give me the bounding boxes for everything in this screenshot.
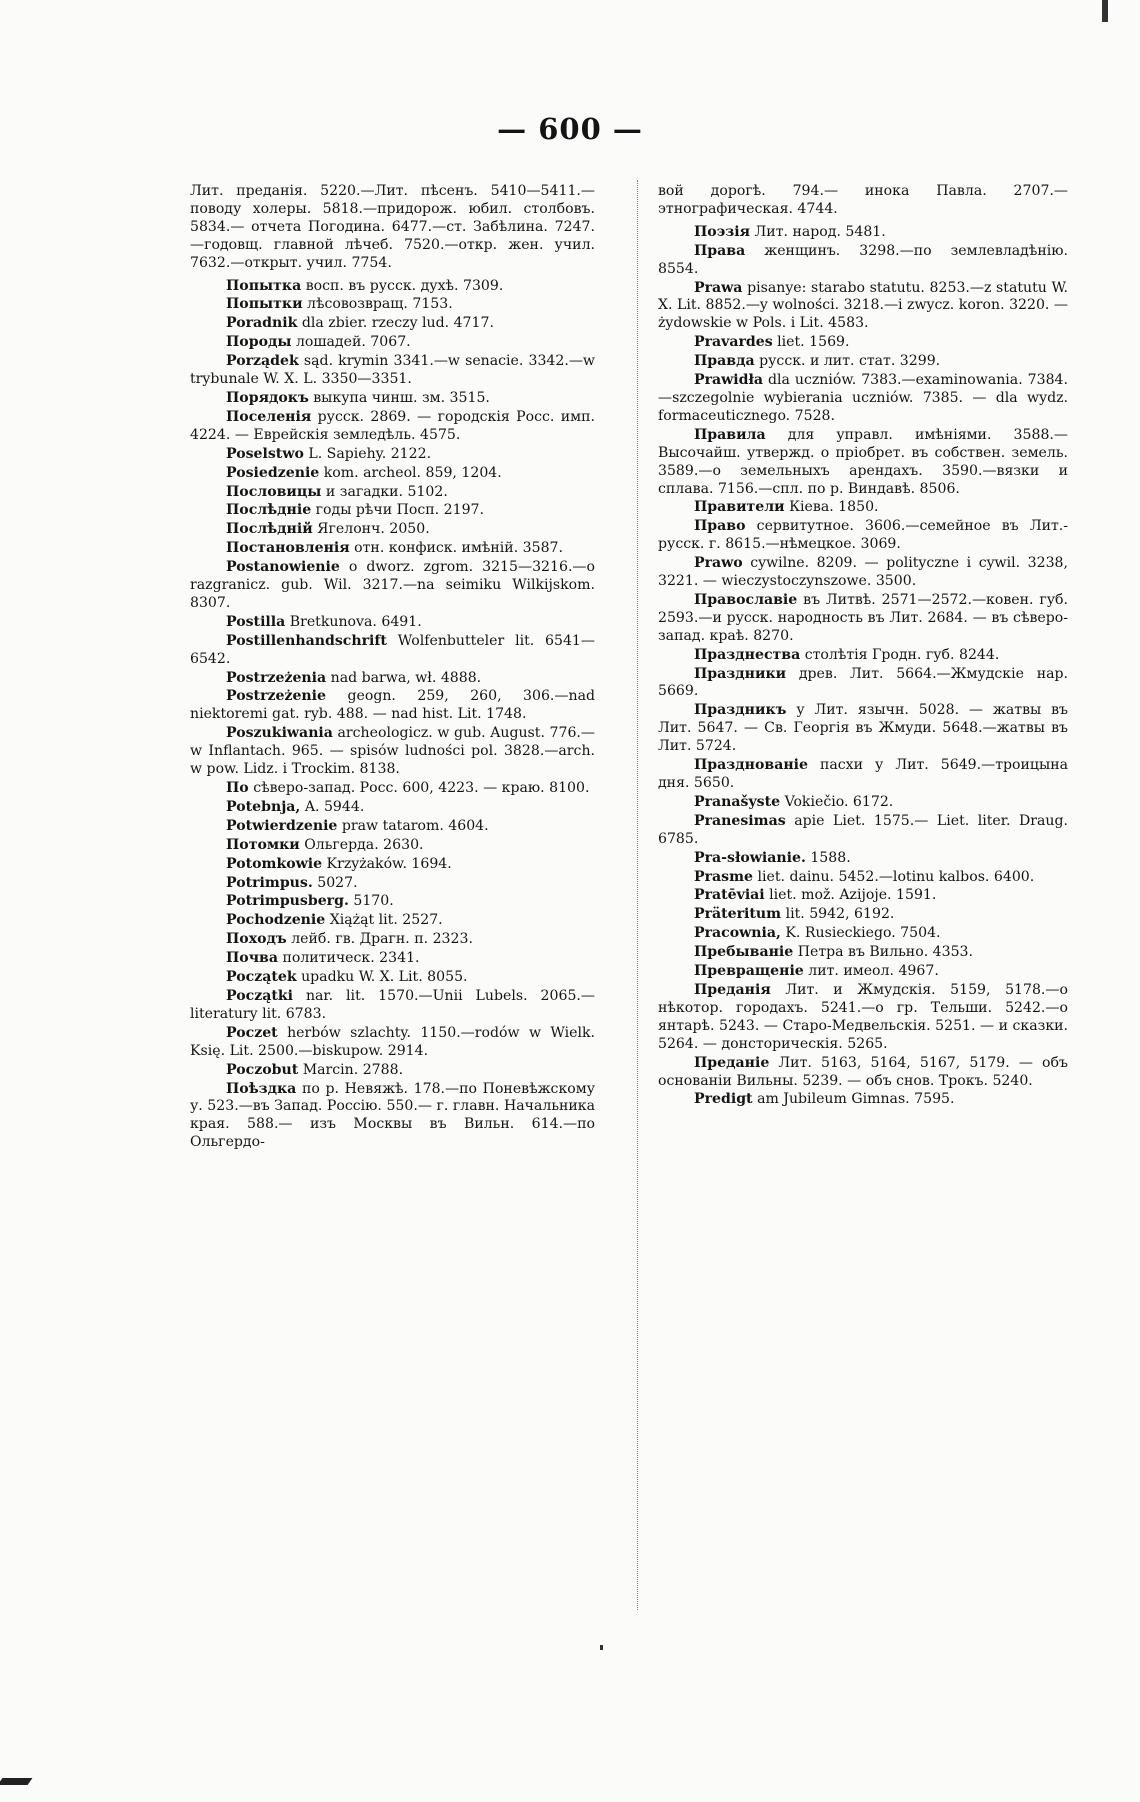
entry-text: восп. въ русск. духѣ. 7309.	[305, 277, 504, 294]
entry-headword: Pranašyste	[694, 793, 781, 810]
entry-headword: Posiedzenie	[226, 464, 320, 481]
entry-headword: Poczet	[226, 1024, 278, 1041]
page-number: — 600 —	[497, 112, 643, 146]
entry-headword: Превращеніе	[694, 963, 804, 980]
index-entry	[190, 502, 595, 520]
index-entry	[190, 353, 595, 389]
entry-headword: Poszukiwania	[226, 725, 333, 742]
entry-text: годы рѣчи Посп. 2197.	[315, 502, 484, 519]
entry-headword: Праздники	[694, 665, 787, 682]
entry-headword: Попытка	[226, 277, 302, 294]
index-entry	[190, 818, 595, 836]
entry-headword: Pochodzenie	[226, 912, 326, 929]
index-entry	[658, 906, 1068, 924]
entry-headword: Пословицы	[226, 483, 322, 500]
entry-text: liet. mož. Azijoje. 1591.	[769, 887, 937, 904]
index-entry	[658, 850, 1068, 868]
entry-text: лейб. гв. Драгн. п. 2323.	[291, 931, 473, 948]
entry-text: Krzyżaków. 1694.	[326, 855, 452, 872]
index-entry	[658, 813, 1068, 849]
entry-text: въ Литвѣ. 2571—2572.—ковен. губ. 2593.—и русск. народность въ Лит. 2684. — въ сѣверо-запад. краѣ. 8270.	[658, 591, 1068, 644]
index-entry	[658, 1055, 1068, 1091]
index-entry	[190, 315, 595, 333]
index-entry	[190, 780, 595, 798]
entry-headword: По	[226, 780, 249, 796]
entry-headword: Празднества	[694, 646, 801, 663]
index-entry	[190, 633, 595, 669]
scan-edge-mark	[1102, 0, 1108, 22]
entry-text: praw tatarom. 4604.	[341, 817, 489, 834]
index-entry	[190, 988, 595, 1024]
entry-text: по р. Невяжѣ. 178.—по Поневѣжскому у. 523.—въ Запад. Россію. 550.— г. главн. Начальника края. 588.— изъ Москвы въ Вильн. 614.—по Ольгердо-	[190, 1080, 595, 1151]
entry-text: Лит. 5163, 5164, 5167, 5179. — объ основаніи Вильны. 5239. — объ снов. Трокъ. 5240.	[658, 1054, 1068, 1089]
entry-text: K. Rusieckiego. 7504.	[785, 925, 941, 942]
entry-headword: Потомки	[226, 836, 300, 853]
index-entry	[658, 963, 1068, 981]
entry-text: kom. archeol. 859, 1204.	[323, 464, 502, 481]
entry-text: вой дорогѣ. 794.— инока Павла. 2707.— этнографическая. 4744.	[658, 183, 1068, 217]
entry-text: Bretkunova. 6491.	[289, 613, 422, 630]
index-entry	[190, 688, 595, 724]
entry-text: Vokiečio. 6172.	[784, 793, 894, 810]
index-entry	[190, 183, 595, 273]
index-entry	[658, 794, 1068, 812]
index-entry	[658, 280, 1068, 334]
entry-headword: Преданія	[694, 981, 771, 998]
entry-headword: Postrzeżenie	[226, 688, 326, 705]
entry-text: Ольгерда. 2630.	[304, 836, 424, 853]
entry-headword: Порядокъ	[226, 389, 309, 406]
entry-text: upadku W. X. Lit. 8055.	[301, 969, 468, 986]
index-entry	[658, 427, 1068, 499]
index-entry	[658, 982, 1068, 1054]
index-entry	[190, 465, 595, 483]
entry-text: Кіева. 1850.	[789, 499, 879, 516]
entry-text: Wolfenbutteler lit. 6541—6542.	[190, 632, 595, 667]
index-entry	[658, 243, 1068, 279]
entry-headword: Православіе	[694, 591, 798, 608]
entry-text: nad barwa, wł. 4888.	[330, 669, 482, 686]
entry-headword: Präteritum	[694, 906, 782, 923]
index-entry	[190, 614, 595, 632]
entry-headword: Пребываніе	[694, 944, 794, 961]
entry-text: am Jubileum Gimnas. 7595.	[757, 1091, 955, 1108]
index-entry	[190, 725, 595, 779]
entry-text: отн. конфиск. имѣній. 3587.	[354, 540, 564, 557]
entry-headword: Преданіе	[694, 1054, 770, 1071]
entry-headword: Права	[694, 242, 746, 259]
entry-text: пасхи у Лит. 5649.—троицына дня. 5650.	[658, 757, 1068, 791]
entry-text: Петра въ Вильно. 4353.	[797, 944, 973, 961]
entry-headword: Potrimpus.	[226, 874, 313, 891]
entry-text: liet. dainu. 5452.—lotinu kalbos. 6400.	[757, 868, 1035, 885]
entry-text: geogn. 259, 260, 306.—nad niektoremi gat. ryb. 488. — nad hist. Lit. 1748.	[190, 688, 596, 723]
entry-headword: Prawa	[694, 279, 743, 296]
entry-headword: Поэзія	[694, 223, 751, 240]
entry-headword: Pratēviai	[694, 887, 765, 904]
entry-headword: Попытки	[226, 296, 303, 313]
entry-text: столѣтія Гродн. губ. 8244.	[804, 646, 1000, 663]
index-entry	[190, 409, 595, 445]
entry-text: cywilne. 8209. — polityczne i cywil. 3238, 3221. — wieczystoczynszowe. 3500.	[658, 555, 1069, 590]
index-entry	[190, 484, 595, 502]
index-entry	[190, 799, 595, 817]
entry-headword: Postilla	[226, 613, 286, 630]
entry-text: pisanye: starabo statutu. 8253.—z statutu W. X. Lit. 8852.—y wolności. 3218.—i zwycz. koron. 3220. — żydowskie w Pols. i Lit. 4583.	[658, 279, 1068, 332]
index-entry	[190, 912, 595, 930]
scan-corner-mark	[0, 1778, 32, 1785]
entry-headword: Pracownia,	[694, 925, 781, 942]
entry-text: A. 5944.	[304, 798, 365, 815]
entry-text: лошадей. 7067.	[295, 334, 411, 351]
index-entry	[658, 224, 1068, 242]
entry-headword: Правители	[694, 499, 785, 516]
index-entry	[190, 278, 595, 296]
entry-headword: Pra-słowianie.	[694, 849, 806, 866]
entry-headword: Postrzeżenia	[226, 669, 327, 686]
entry-headword: Prawidła	[694, 372, 764, 389]
entry-text: Ягелонч. 2050.	[317, 521, 430, 538]
entry-text: 1588.	[810, 849, 851, 866]
entry-headword: Potomkowie	[226, 855, 323, 872]
entry-headword: Poselstwo	[226, 445, 304, 462]
entry-headword: Pranesimas	[694, 812, 786, 829]
index-entry	[658, 887, 1068, 905]
entry-text: 5027.	[317, 874, 358, 891]
entry-headword: Празднованіе	[694, 757, 808, 774]
index-entry	[658, 702, 1068, 756]
index-entry	[190, 1062, 595, 1080]
entry-text: лѣсовозвращ. 7153.	[307, 296, 453, 313]
index-entry	[658, 183, 1068, 219]
entry-text: sąd. krymin 3341.—w senacie. 3342.—w trybunale W. X. L. 3350—3351.	[190, 353, 595, 388]
entry-text: политическ. 2341.	[282, 950, 420, 967]
entry-headword: Początek	[226, 969, 297, 986]
index-entry	[658, 944, 1068, 962]
entry-headword: Potwierdzenie	[226, 817, 338, 834]
entry-text: archeologicz. w gub. August. 776.—w Inflantach. 965. — spisów ludności pol. 3828.—arch. w pow. Lidz. i Trockim. 8138.	[190, 725, 595, 778]
entry-headword: Potebnja,	[226, 798, 301, 815]
index-entry	[658, 334, 1068, 352]
entry-text: dla zbier. rzeczy lud. 4717.	[301, 315, 494, 332]
index-entry	[190, 334, 595, 352]
entry-text: женщинъ. 3298.—по землевладѣнію. 8554.	[658, 242, 1069, 277]
entry-headword: Постановленія	[226, 540, 350, 557]
entry-text: сервитутное. 3606.—семейное въ Лит.-русск. г. 8615.—нѣмецкое. 3069.	[658, 518, 1069, 553]
entry-headword: Potrimpusberg.	[226, 893, 349, 910]
scan-dot	[600, 1645, 603, 1650]
index-entry	[190, 1081, 595, 1153]
index-entry	[658, 1091, 1068, 1109]
entry-text: herbów szlachty. 1150.—rodów w Wielk. Księ. Lit. 2500.—biskupow. 2914.	[190, 1024, 595, 1059]
index-entry	[190, 950, 595, 968]
entry-headword: Правила	[694, 426, 766, 443]
entry-text: русск. и лит. стат. 3299.	[759, 353, 941, 370]
entry-text: Xiążąt lit. 2527.	[329, 912, 443, 929]
entry-text: выкупа чинш. зм. 3515.	[313, 389, 490, 406]
entry-text: lit. 5942, 6192.	[785, 906, 895, 923]
entry-headword: Postillenhandschrift	[226, 632, 387, 649]
entry-text: Лит. народ. 5481.	[754, 223, 886, 240]
entry-headword: Послѣдній	[226, 521, 313, 538]
index-entry	[658, 372, 1068, 426]
index-entry	[190, 540, 595, 558]
entry-headword: Походъ	[226, 931, 287, 948]
index-entry	[658, 757, 1068, 793]
index-entry	[658, 647, 1068, 665]
entry-headword: Postanowienie	[226, 559, 340, 576]
index-entry	[190, 969, 595, 987]
entry-text: для управл. имѣніями. 3588.—Высочайш. утвержд. о пріобрет. въ собствен. земель. 3589.—о земельныхъ арендахъ. 3590.—вязки и сплава. 7156.—спл. по р. Виндавѣ. 8506.	[658, 426, 1068, 497]
entry-headword: Послѣдніе	[226, 502, 312, 519]
entry-headword: Право	[694, 518, 746, 535]
entry-text: сѣверо-запад. Росс. 600, 4223. — краю. 8100.	[253, 780, 590, 796]
entry-text: и загадки. 5102.	[325, 483, 448, 500]
index-entry	[190, 296, 595, 314]
left-column	[190, 183, 595, 1153]
index-entry	[658, 499, 1068, 517]
index-entry	[190, 875, 595, 893]
index-entry	[658, 555, 1068, 591]
entry-text: древ. Лит. 5664.—Жмудскіе нар. 5669.	[658, 665, 1069, 700]
index-entry	[190, 559, 595, 613]
entry-text: nar. lit. 1570.—Unii Lubels. 2065.—literatury lit. 6783.	[190, 987, 595, 1022]
index-entry	[190, 446, 595, 464]
entry-headword: Prawo	[694, 555, 743, 572]
index-entry	[190, 837, 595, 855]
entry-text: Лит. преданія. 5220.—Лит. пѣсенъ. 5410—5411.—поводу холеры. 5818.—придорож. юбил. столбовъ. 5834.— отчета Погодина. 6477.—ст. Забѣлина. 7247.—годовщ. главной лѣчеб. 7520.—откр. жен. учил. 7632.—открыт. учил. 7754.	[190, 183, 595, 271]
entry-headword: Праздникъ	[694, 702, 787, 719]
index-entry	[658, 869, 1068, 887]
entry-headword: Pravardes	[694, 334, 773, 351]
entry-text: Лит. и Жмудскія. 5159, 5178.—о нѣкотор. городахъ. 5241.—о гр. Тельши. 5242.—о янтарѣ. 5243. — Старо-Медвельскія. 5251. — и сказки. 5264. — донсторическія. 5265.	[658, 981, 1068, 1052]
entry-headword: Почва	[226, 950, 278, 967]
entry-text: liet. 1569.	[777, 334, 850, 351]
entry-text: русск. 2869. — городскія Росс. имп. 4224. — Еврейскія земледѣль. 4575.	[190, 408, 595, 443]
right-column	[658, 183, 1068, 1110]
entry-headword: Porządek	[226, 353, 299, 370]
entry-text: o dworz. zgrom. 3215—3216.—o razgranicz. gub. Wil. 3217.—na seimiku Wilkijskom. 8307.	[190, 559, 596, 611]
entry-headword: Поѣздка	[226, 1080, 297, 1097]
entry-headword: Predigt	[694, 1091, 753, 1108]
index-entry	[658, 666, 1068, 702]
column-divider	[637, 180, 638, 1610]
entry-text: L. Sapiehy. 2122.	[308, 445, 432, 462]
entry-headword: Породы	[226, 334, 292, 351]
index-entry	[190, 856, 595, 874]
index-entry	[190, 390, 595, 408]
entry-text: apie Liet. 1575.— Liet. liter. Draug. 6785.	[658, 812, 1068, 847]
entry-headword: Poradnik	[226, 315, 298, 332]
entry-text: 5170.	[353, 893, 394, 910]
entry-text: Marcin. 2788.	[302, 1061, 404, 1078]
index-entry	[190, 521, 595, 539]
entry-text: лит. имеол. 4967.	[808, 963, 939, 980]
entry-headword: Правда	[694, 353, 755, 370]
entry-headword: Poczobut	[226, 1061, 299, 1078]
index-entry	[190, 670, 595, 688]
entry-headword: Prasme	[694, 868, 753, 885]
index-entry	[658, 925, 1068, 943]
index-entry	[190, 1025, 595, 1061]
index-entry	[658, 353, 1068, 371]
entry-headword: Поселенія	[226, 408, 312, 425]
index-entry	[190, 893, 595, 911]
index-entry	[658, 518, 1068, 554]
entry-text: у Лит. язычн. 5028. — жатвы въ Лит. 5647. — Св. Георгія въ Жмуди. 5648.—жатвы въ Лит. 5724.	[658, 702, 1069, 755]
entry-text: dla uczniów. 7383.—examinowania. 7384.—szczegolnie wybierania uczniów. 7385. — dla wydz. formaceutiсznego. 7528.	[658, 372, 1068, 424]
index-entry	[658, 592, 1068, 646]
entry-headword: Początki	[226, 987, 293, 1004]
index-entry	[190, 931, 595, 949]
